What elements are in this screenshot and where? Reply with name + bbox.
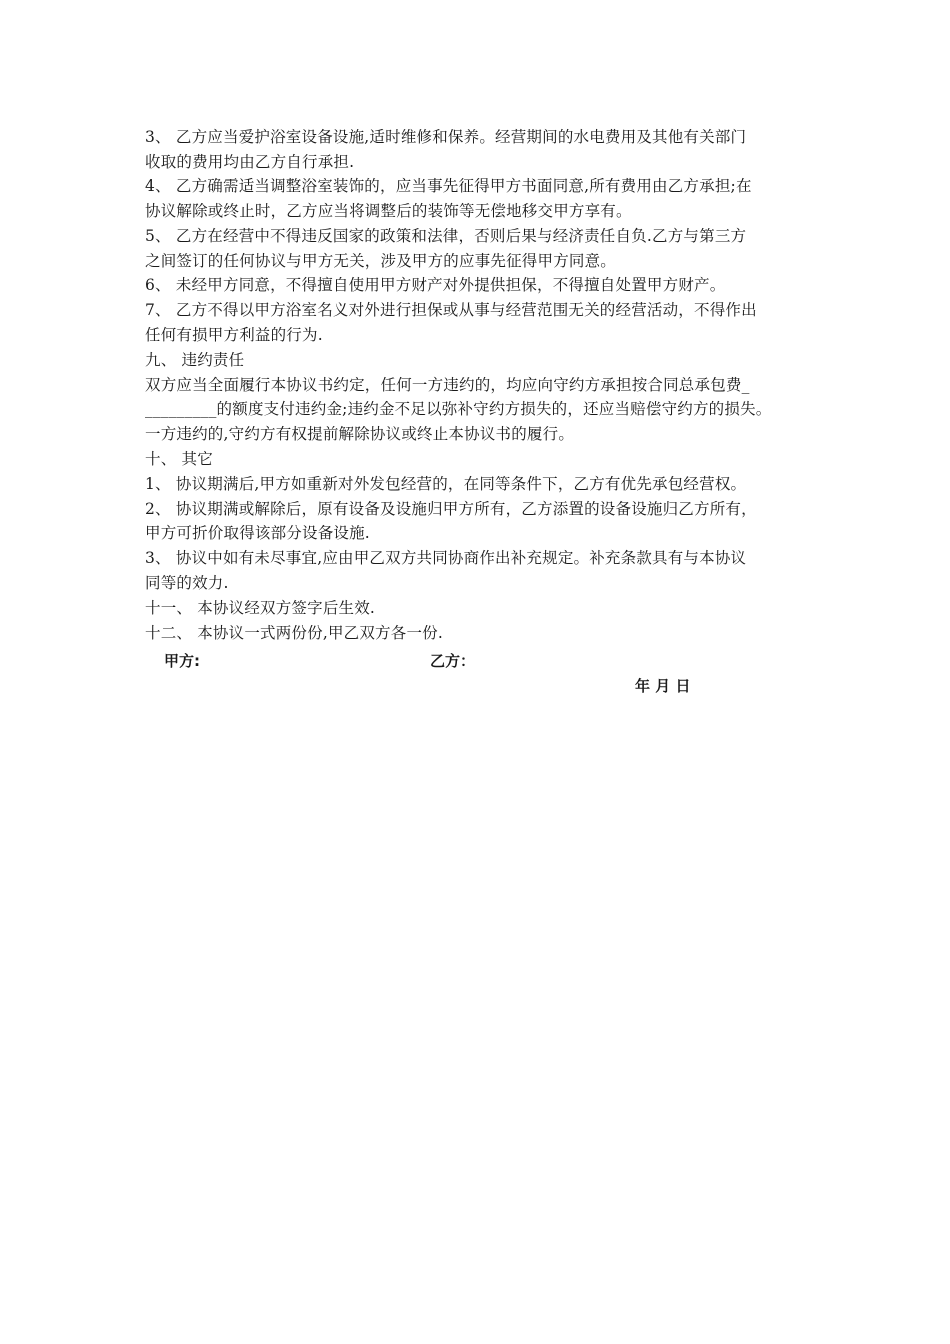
clause-5-line-2: 之间签订的任何协议与甲方无关，涉及甲方的应事先征得甲方同意。 — [145, 252, 617, 270]
clause-7-line-2: 任何有损甲方利益的行为. — [145, 326, 323, 344]
clause-4-line-2: 协议解除或终止时，乙方应当将调整后的装饰等无偿地移交甲方享有。 — [145, 202, 632, 220]
section-9-line-3: 一方违约的,守约方有权提前解除协议或终止本协议书的履行。 — [145, 425, 575, 443]
clause-3-line-2: 收取的费用均由乙方自行承担. — [145, 153, 355, 171]
section-9-line-1: 双方应当全面履行本协议书约定，任何一方违约的，均应向守约方承担按合同总承包费_ — [145, 376, 750, 394]
section-10-item-1: 1、 协议期满后,甲方如重新对外发包经营的，在同等条件下，乙方有优先承包经营权。 — [145, 475, 747, 493]
section-10-item-2-line-2: 甲方可折价取得该部分设备设施. — [145, 524, 370, 542]
clause-3-line-1: 3、 乙方应当爱护浴室设备设施,适时维修和保养。经营期间的水电费用及其他有关部门 — [145, 128, 747, 146]
section-10-item-2-line-1: 2、 协议期满或解除后，原有设备及设施归甲方所有，乙方添置的设备设施归乙方所有， — [145, 500, 757, 518]
party-a-signature-label: 甲方: — [164, 652, 200, 670]
clause-4-line-1: 4、 乙方确需适当调整浴室装饰的，应当事先征得甲方书面同意,所有费用由乙方承担;在 — [145, 177, 752, 195]
section-12: 十二、 本协议一式两份份,甲乙双方各一份. — [145, 624, 443, 642]
party-b-signature-label: 乙方： — [430, 652, 476, 670]
section-9-heading: 九、 违约责任 — [145, 351, 245, 369]
section-9-line-2: _________的额度支付违约金;违约金不足以弥补守约方损失的，还应当赔偿守约方的损失。 — [145, 400, 772, 418]
section-10-heading: 十、 其它 — [145, 450, 213, 468]
section-11: 十一、 本协议经双方签字后生效. — [145, 599, 376, 617]
section-10-item-3-line-1: 3、 协议中如有未尽事宜,应由甲乙双方共同协商作出补充规定。补充条款具有与本协议 — [145, 549, 747, 567]
date-label: 年 月 日 — [635, 677, 691, 695]
clause-7-line-1: 7、 乙方不得以甲方浴室名义对外进行担保或从事与经营范围无关的经营活动，不得作出 — [145, 301, 757, 319]
clause-5-line-1: 5、 乙方在经营中不得违反国家的政策和法律，否则后果与经济责任自负.乙方与第三方 — [145, 227, 747, 245]
section-10-item-3-line-2: 同等的效力. — [145, 574, 229, 592]
clause-6-line-1: 6、 未经甲方同意，不得擅自使用甲方财产对外提供担保，不得擅自处置甲方财产。 — [145, 276, 726, 294]
